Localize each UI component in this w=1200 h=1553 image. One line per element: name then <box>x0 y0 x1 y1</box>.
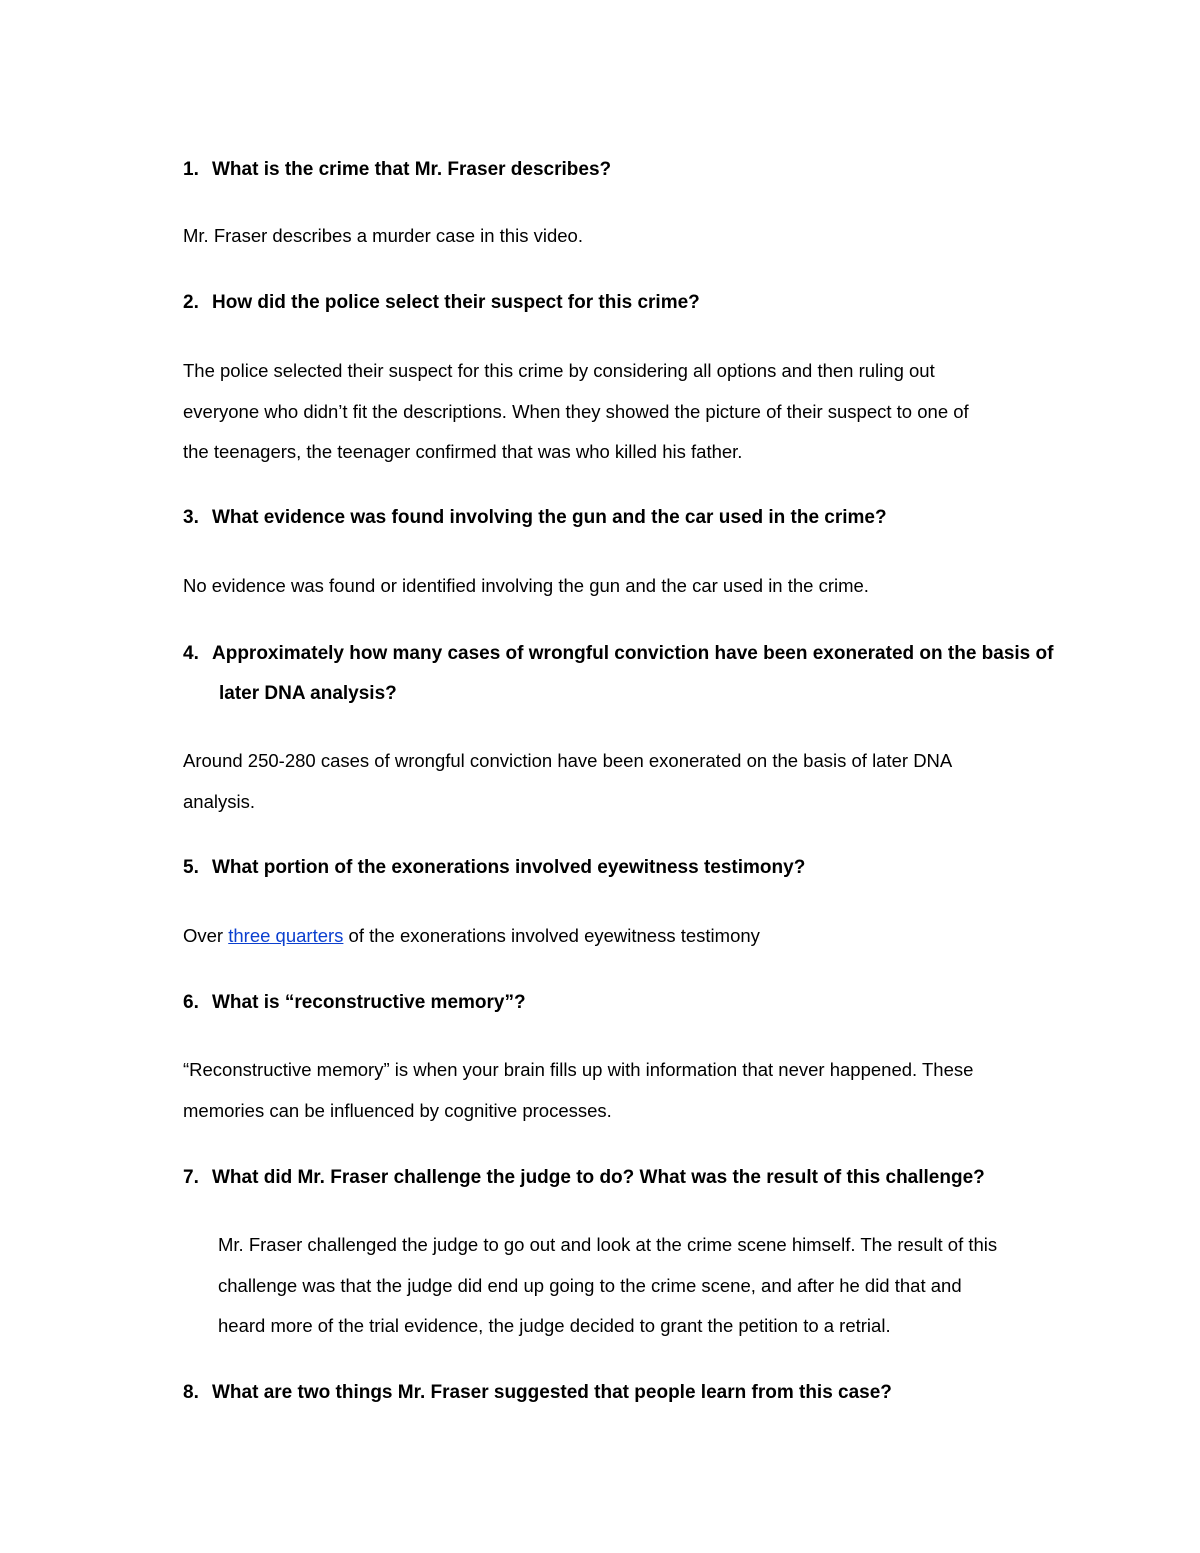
answer-line: Mr. Fraser describes a murder case in this video. <box>183 225 583 246</box>
answer-line: everyone who didn’t fit the descriptions. When they showed the picture of their suspect to one of <box>183 400 969 422</box>
question-text: What are two things Mr. Fraser suggested that people learn from this case? <box>212 1382 892 1403</box>
question-number: 1. <box>183 159 199 180</box>
question-text: What is the crime that Mr. Fraser describes? <box>212 159 612 180</box>
question-3 <box>183 498 1063 538</box>
question-6 <box>183 983 1063 1023</box>
answer-2 <box>183 351 1063 473</box>
question-number: 3. <box>183 507 199 528</box>
question-number: 6. <box>183 992 199 1013</box>
answer-text-before-link: Over <box>183 925 229 946</box>
three-quarters-link[interactable]: three quarters <box>228 925 344 946</box>
question-8 <box>183 1373 1063 1413</box>
answer-3 <box>183 566 1063 607</box>
answer-line <box>183 916 1063 957</box>
question-1 <box>183 150 1063 190</box>
question-text: What is “reconstructive memory”? <box>212 992 526 1013</box>
question-5 <box>183 848 1063 888</box>
answer-7 <box>218 1225 1068 1347</box>
question-text: How did the police select their suspect for this crime? <box>212 292 700 313</box>
question-text: What evidence was found involving the gun and the car used in the crime? <box>212 507 887 528</box>
question-number: 8. <box>183 1382 199 1403</box>
question-number: 2. <box>183 292 199 313</box>
answer-line: memories can be influenced by cognitive processes. <box>183 1099 612 1121</box>
answer-line: challenge was that the judge did end up going to the crime scene, and after he did that and <box>218 1274 962 1296</box>
question-text: Approximately how many cases of wrongful conviction have been exonerated on the basis of <box>212 643 1054 664</box>
answer-line: Mr. Fraser challenged the judge to go out and look at the crime scene himself. The result of this <box>218 1234 998 1255</box>
answer-line: The police selected their suspect for this crime by considering all options and then ruling out <box>183 360 935 381</box>
question-number: 4. <box>183 643 199 664</box>
answer-line: heard more of the trial evidence, the judge decided to grant the petition to a retrial. <box>218 1315 891 1336</box>
question-text: What did Mr. Fraser challenge the judge to do? What was the result of this challenge? <box>212 1167 985 1188</box>
answer-line: “Reconstructive memory” is when your brain fills up with information that never happened. These <box>183 1059 974 1080</box>
answer-6 <box>183 1050 1063 1131</box>
question-number: 7. <box>183 1167 199 1188</box>
answer-line: No evidence was found or identified involving the gun and the car used in the crime. <box>183 575 869 596</box>
question-text-continued: later DNA analysis? <box>219 683 397 704</box>
answer-5 <box>183 916 1063 957</box>
question-7 <box>183 1158 1063 1198</box>
question-number: 5. <box>183 857 199 878</box>
question-4 <box>183 634 1063 714</box>
answer-1 <box>183 216 1063 257</box>
question-text: What portion of the exonerations involved eyewitness testimony? <box>212 857 806 878</box>
answer-line: Around 250-280 cases of wrongful conviction have been exonerated on the basis of later DNA <box>183 750 953 771</box>
answer-4 <box>183 741 1063 822</box>
answer-text-after-link: of the exonerations involved eyewitness testimony <box>343 925 760 946</box>
answer-line: analysis. <box>183 790 255 812</box>
answer-line: the teenagers, the teenager confirmed that was who killed his father. <box>183 441 743 462</box>
question-2 <box>183 283 1063 323</box>
